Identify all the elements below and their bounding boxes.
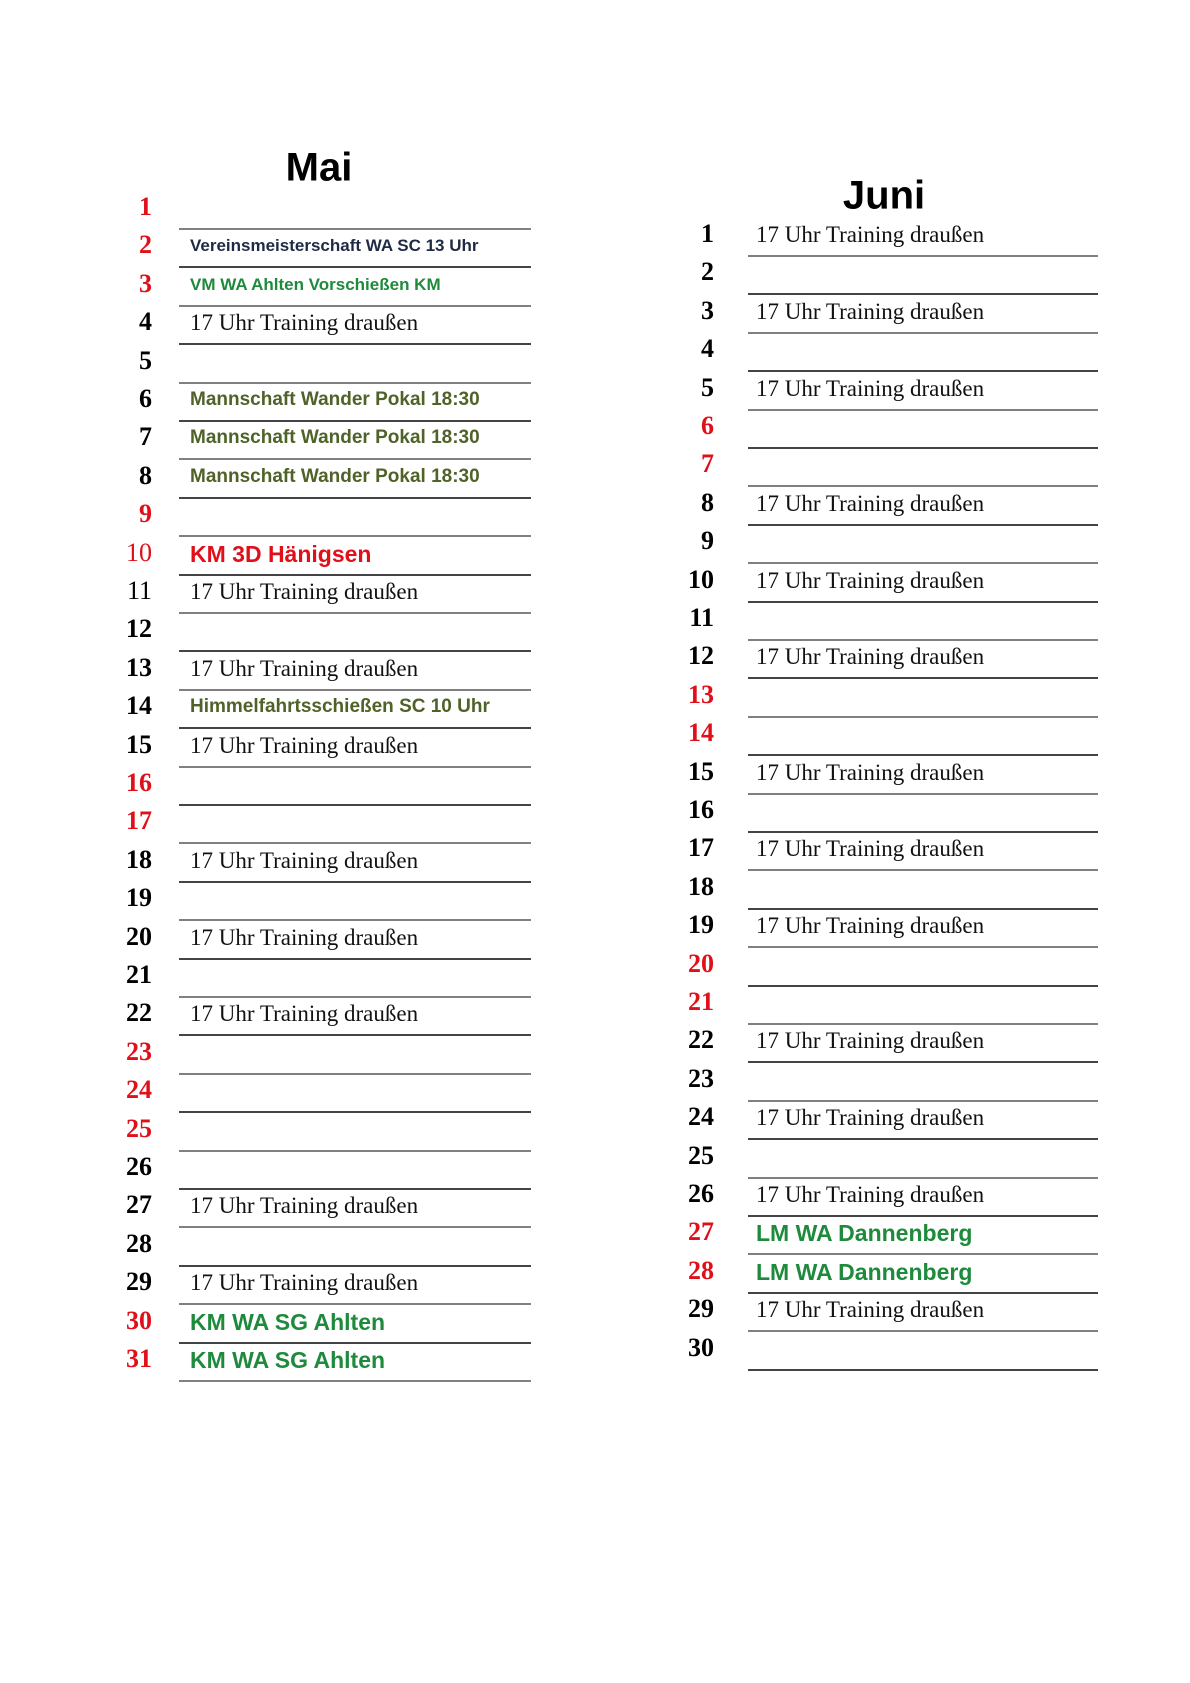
day-number: 28 (688, 1255, 714, 1285)
entry-underline (748, 1023, 1098, 1025)
day-number: 1 (139, 192, 152, 221)
day-number: 12 (688, 641, 714, 671)
day-number: 5 (701, 372, 714, 402)
day-number: 4 (701, 334, 714, 364)
event-text: 17 Uhr Training draußen (756, 567, 985, 593)
event-text: 17 Uhr Training draußen (756, 1028, 985, 1054)
day-number: 16 (688, 795, 714, 824)
day-number: 12 (126, 614, 152, 644)
day-number: 6 (139, 384, 152, 413)
entry-underline (179, 1303, 531, 1305)
day-number: 31 (126, 1344, 152, 1373)
entry-underline (179, 1380, 531, 1382)
event-text: 17 Uhr Training draußen (190, 310, 419, 336)
entry-underline (748, 409, 1098, 411)
day-number: 21 (688, 987, 714, 1016)
event-text: 17 Uhr Training draußen (756, 1297, 985, 1323)
day-number: 18 (688, 871, 714, 901)
entry-underline (179, 574, 531, 576)
entry-underline (748, 562, 1098, 564)
entry-underline (179, 919, 531, 921)
day-number: 29 (688, 1294, 714, 1324)
entry-underline (179, 1150, 531, 1152)
event-text: 17 Uhr Training draußen (190, 1270, 419, 1296)
day-number: 22 (688, 1025, 714, 1055)
event-text: Mannschaft Wander Pokal 18:30 (190, 427, 480, 449)
entry-underline (179, 266, 531, 268)
entry-underline (748, 601, 1098, 603)
day-number: 15 (688, 756, 714, 786)
entry-underline (179, 996, 531, 998)
event-text: KM WA SG Ahlten (190, 1308, 386, 1335)
day-number: 20 (126, 921, 152, 951)
entry-underline (748, 293, 1098, 295)
entry-underline (748, 1330, 1098, 1332)
entry-underline (179, 458, 531, 460)
day-number: 27 (126, 1190, 152, 1220)
event-text: LM WA Dannenberg (756, 1220, 973, 1247)
day-number: 3 (701, 295, 714, 325)
event-text: 17 Uhr Training draußen (756, 298, 985, 324)
entry-underline (179, 1188, 531, 1190)
entry-underline (748, 754, 1098, 756)
event-text: 17 Uhr Training draußen (756, 644, 985, 670)
day-number: 19 (688, 910, 714, 940)
month-title-juni: Juni (842, 173, 926, 218)
entry-underline (179, 535, 531, 537)
event-text: 17 Uhr Training draußen (190, 847, 419, 873)
day-number: 15 (126, 729, 152, 759)
entry-underline (748, 908, 1098, 910)
day-number: 17 (688, 833, 714, 863)
day-number: 17 (126, 806, 152, 836)
entry-underline (179, 1342, 531, 1344)
event-text: 17 Uhr Training draußen (756, 1105, 985, 1131)
entry-underline (179, 343, 531, 345)
entry-underline (748, 255, 1098, 257)
entry-underline (179, 1265, 531, 1267)
day-number: 26 (126, 1152, 152, 1181)
entry-underline (748, 869, 1098, 871)
day-number: 4 (139, 307, 152, 337)
event-text: 17 Uhr Training draußen (190, 1001, 419, 1027)
event-text: 17 Uhr Training draußen (190, 1193, 419, 1219)
entry-underline (179, 650, 531, 652)
entry-underline (179, 420, 531, 422)
day-number: 14 (126, 691, 152, 721)
day-number: 9 (701, 526, 714, 556)
entry-underline (748, 1100, 1098, 1102)
entry-underline (748, 1292, 1098, 1294)
entry-underline (179, 1034, 531, 1036)
event-text: KM 3D Hänigsen (190, 540, 372, 567)
entry-underline (179, 382, 531, 384)
day-number: 9 (139, 499, 152, 529)
day-number: 23 (126, 1036, 152, 1066)
entry-underline (179, 1226, 531, 1228)
day-number: 23 (688, 1063, 714, 1093)
entry-underline (748, 1138, 1098, 1140)
entry-underline (179, 1073, 531, 1075)
entry-underline (179, 689, 531, 691)
day-number: 20 (688, 948, 714, 978)
day-number: 29 (126, 1267, 152, 1297)
entry-underline (179, 842, 531, 844)
entry-underline (748, 639, 1098, 641)
day-number: 13 (126, 652, 152, 682)
event-text: VM WA Ahlten Vorschießen KM (190, 274, 441, 294)
day-number: 27 (688, 1217, 714, 1247)
day-number: 19 (126, 883, 152, 913)
entry-underline (748, 716, 1098, 718)
entry-underline (748, 1061, 1098, 1063)
event-text: 17 Uhr Training draußen (756, 490, 985, 516)
day-number: 22 (126, 998, 152, 1028)
entry-underline (748, 485, 1098, 487)
event-text: 17 Uhr Training draußen (190, 732, 419, 758)
day-number: 26 (688, 1179, 714, 1208)
entry-underline (179, 305, 531, 307)
entry-underline (179, 881, 531, 883)
day-number: 3 (139, 268, 152, 298)
day-number: 2 (139, 230, 152, 260)
entry-underline (748, 1177, 1098, 1179)
day-number: 21 (126, 960, 152, 989)
day-number: 8 (701, 487, 714, 517)
day-number: 18 (126, 844, 152, 874)
day-number: 14 (688, 718, 714, 748)
day-number: 11 (126, 576, 152, 605)
day-number: 7 (701, 449, 714, 479)
entry-underline (748, 1253, 1098, 1255)
event-text: 17 Uhr Training draußen (756, 759, 985, 785)
entry-underline (179, 804, 531, 806)
entry-underline (748, 1215, 1098, 1217)
entry-underline (748, 946, 1098, 948)
day-number: 11 (689, 603, 714, 632)
event-text: LM WA Dannenberg (756, 1258, 973, 1285)
entry-underline (748, 370, 1098, 372)
day-number: 25 (688, 1140, 714, 1170)
day-number: 25 (126, 1113, 152, 1143)
event-text: 17 Uhr Training draußen (756, 913, 985, 939)
entry-underline (748, 793, 1098, 795)
entry-underline (748, 447, 1098, 449)
day-number: 1 (701, 219, 714, 248)
day-number: 10 (126, 537, 152, 567)
entry-underline (179, 958, 531, 960)
event-text: 17 Uhr Training draußen (756, 1182, 985, 1207)
entry-underline (179, 1111, 531, 1113)
entry-underline (179, 766, 531, 768)
day-number: 30 (688, 1332, 714, 1362)
entry-underline (748, 1369, 1098, 1371)
day-number: 2 (701, 257, 714, 287)
day-number: 10 (688, 564, 714, 594)
event-text: 17 Uhr Training draußen (756, 222, 985, 247)
event-text: 17 Uhr Training draußen (190, 924, 419, 950)
day-number: 24 (126, 1075, 152, 1105)
day-number: 30 (126, 1305, 152, 1335)
entry-underline (748, 524, 1098, 526)
event-text: 17 Uhr Training draußen (190, 579, 419, 604)
day-number: 13 (688, 679, 714, 709)
event-text: Mannschaft Wander Pokal 18:30 (190, 389, 480, 410)
entry-underline (179, 497, 531, 499)
day-number: 6 (701, 411, 714, 440)
entry-underline (179, 228, 531, 230)
day-number: 8 (139, 460, 152, 490)
day-number: 28 (126, 1228, 152, 1258)
event-text: Mannschaft Wander Pokal 18:30 (190, 465, 480, 487)
entry-underline (748, 332, 1098, 334)
day-number: 7 (139, 422, 152, 452)
month-title-mai: Mai (285, 145, 353, 190)
event-text: Vereinsmeisterschaft WA SC 13 Uhr (190, 236, 479, 256)
event-text: KM WA SG Ahlten (190, 1347, 386, 1373)
event-text: 17 Uhr Training draußen (190, 655, 419, 681)
entry-underline (748, 677, 1098, 679)
entry-underline (748, 985, 1098, 987)
event-text: Himmelfahrtsschießen SC 10 Uhr (190, 696, 490, 718)
entry-underline (179, 612, 531, 614)
day-number: 16 (126, 768, 152, 797)
event-text: 17 Uhr Training draußen (756, 375, 985, 401)
entry-underline (179, 727, 531, 729)
day-number: 24 (688, 1102, 714, 1132)
day-number: 5 (139, 345, 152, 375)
entry-underline (748, 831, 1098, 833)
event-text: 17 Uhr Training draußen (756, 836, 985, 862)
